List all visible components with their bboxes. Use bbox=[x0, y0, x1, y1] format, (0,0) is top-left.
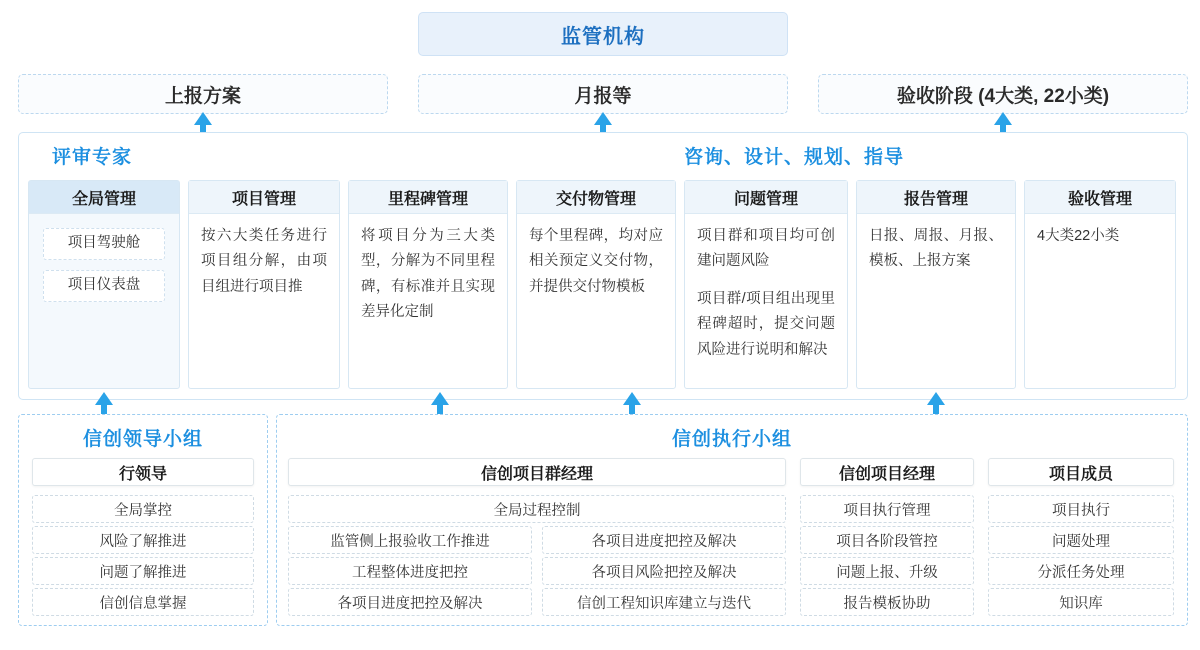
column-header: 报告管理 bbox=[857, 181, 1015, 214]
cell-member-3: 分派任务处理 bbox=[988, 557, 1174, 585]
cell-pm-4: 报告模板协助 bbox=[800, 588, 974, 616]
cell-program-left-2: 工程整体进度把控 bbox=[288, 557, 532, 585]
cell-leader-2: 风险了解推进 bbox=[32, 526, 254, 554]
cell-pm-3: 问题上报、升级 bbox=[800, 557, 974, 585]
cell-member-2: 问题处理 bbox=[988, 526, 1174, 554]
column-paragraph: 项目群/项目组出现里程碑超时，提交问题风险进行说明和解决 bbox=[697, 290, 835, 358]
pill-project-cockpit: 项目驾驶舱 bbox=[43, 228, 165, 260]
column-header: 交付物管理 bbox=[517, 181, 675, 214]
column-paragraph: 日报、周报、月报、模板、上报方案 bbox=[869, 228, 1003, 270]
cell-program-left-3: 各项目进度把控及解决 bbox=[288, 588, 532, 616]
column-body bbox=[517, 214, 675, 300]
cell-leader-4: 信创信息掌握 bbox=[32, 588, 254, 616]
leadership-group-title: 信创领导小组 bbox=[82, 429, 203, 450]
column-project-management bbox=[188, 180, 340, 389]
column-paragraph: 4大类22小类 bbox=[1037, 228, 1120, 244]
cell-leader-3: 问题了解推进 bbox=[32, 557, 254, 585]
group-header-bank-leader: 行领导 bbox=[32, 458, 254, 486]
group-header-project-member: 项目成员 bbox=[988, 458, 1174, 486]
column-body bbox=[349, 214, 507, 326]
column-deliverable-management bbox=[516, 180, 676, 389]
arrow-up-b3 bbox=[623, 392, 641, 405]
column-milestone-management bbox=[348, 180, 508, 389]
column-acceptance-management bbox=[1024, 180, 1176, 389]
arrow-up-monthly bbox=[594, 112, 612, 125]
cell-program-right-2: 各项目风险把控及解决 bbox=[542, 557, 786, 585]
column-global-management bbox=[28, 180, 180, 389]
column-header: 验收管理 bbox=[1025, 181, 1175, 214]
group-header-program-manager: 信创项目群经理 bbox=[288, 458, 786, 486]
column-body bbox=[857, 214, 1015, 275]
cell-pm-2: 项目各阶段管控 bbox=[800, 526, 974, 554]
column-body bbox=[189, 214, 339, 300]
arrow-up-b2 bbox=[431, 392, 449, 405]
column-paragraph: 按六大类任务进行项目组分解，由项目组进行项目推 bbox=[201, 228, 327, 295]
report-box-monthly: 月报等 bbox=[418, 74, 788, 114]
regulator-box: 监管机构 bbox=[418, 12, 788, 56]
column-header: 问题管理 bbox=[685, 181, 847, 214]
arrow-up-plan bbox=[194, 112, 212, 125]
report-box-plan: 上报方案 bbox=[18, 74, 388, 114]
column-header: 全局管理 bbox=[29, 181, 179, 214]
cell-member-1: 项目执行 bbox=[988, 495, 1174, 523]
column-body bbox=[29, 214, 179, 302]
column-issue-management bbox=[684, 180, 848, 389]
cell-program-right-3: 信创工程知识库建立与迭代 bbox=[542, 588, 786, 616]
cell-pm-1: 项目执行管理 bbox=[800, 495, 974, 523]
cell-program-right-1: 各项目进度把控及解决 bbox=[542, 526, 786, 554]
pill-project-dashboard: 项目仪表盘 bbox=[43, 270, 165, 302]
column-report-management bbox=[856, 180, 1016, 389]
review-expert-title: 评审专家 bbox=[52, 147, 133, 168]
cell-program-span-1: 全局过程控制 bbox=[288, 495, 786, 523]
execution-group-title: 信创执行小组 bbox=[671, 429, 792, 450]
column-paragraph: 将项目分为三大类型，分解为不同里程碑，有标准并且实现差异化定制 bbox=[361, 228, 495, 321]
column-header: 项目管理 bbox=[189, 181, 339, 214]
column-header: 里程碑管理 bbox=[349, 181, 507, 214]
arrow-up-acceptance bbox=[994, 112, 1012, 125]
column-paragraph: 项目群和项目均可创建问题风险 bbox=[697, 228, 835, 270]
cell-member-4: 知识库 bbox=[988, 588, 1174, 616]
column-body bbox=[685, 214, 847, 363]
cell-leader-1: 全局掌控 bbox=[32, 495, 254, 523]
consulting-title: 咨询、设计、规划、指导 bbox=[684, 147, 905, 168]
cell-program-left-1: 监管侧上报验收工作推进 bbox=[288, 526, 532, 554]
column-paragraph: 每个里程碑，均对应相关预定义交付物，并提供交付物模板 bbox=[529, 228, 663, 295]
arrow-up-b4 bbox=[927, 392, 945, 405]
report-box-acceptance: 验收阶段 (4大类, 22小类) bbox=[818, 74, 1188, 114]
arrow-up-b1 bbox=[95, 392, 113, 405]
group-header-project-manager: 信创项目经理 bbox=[800, 458, 974, 486]
column-body bbox=[1025, 214, 1175, 249]
